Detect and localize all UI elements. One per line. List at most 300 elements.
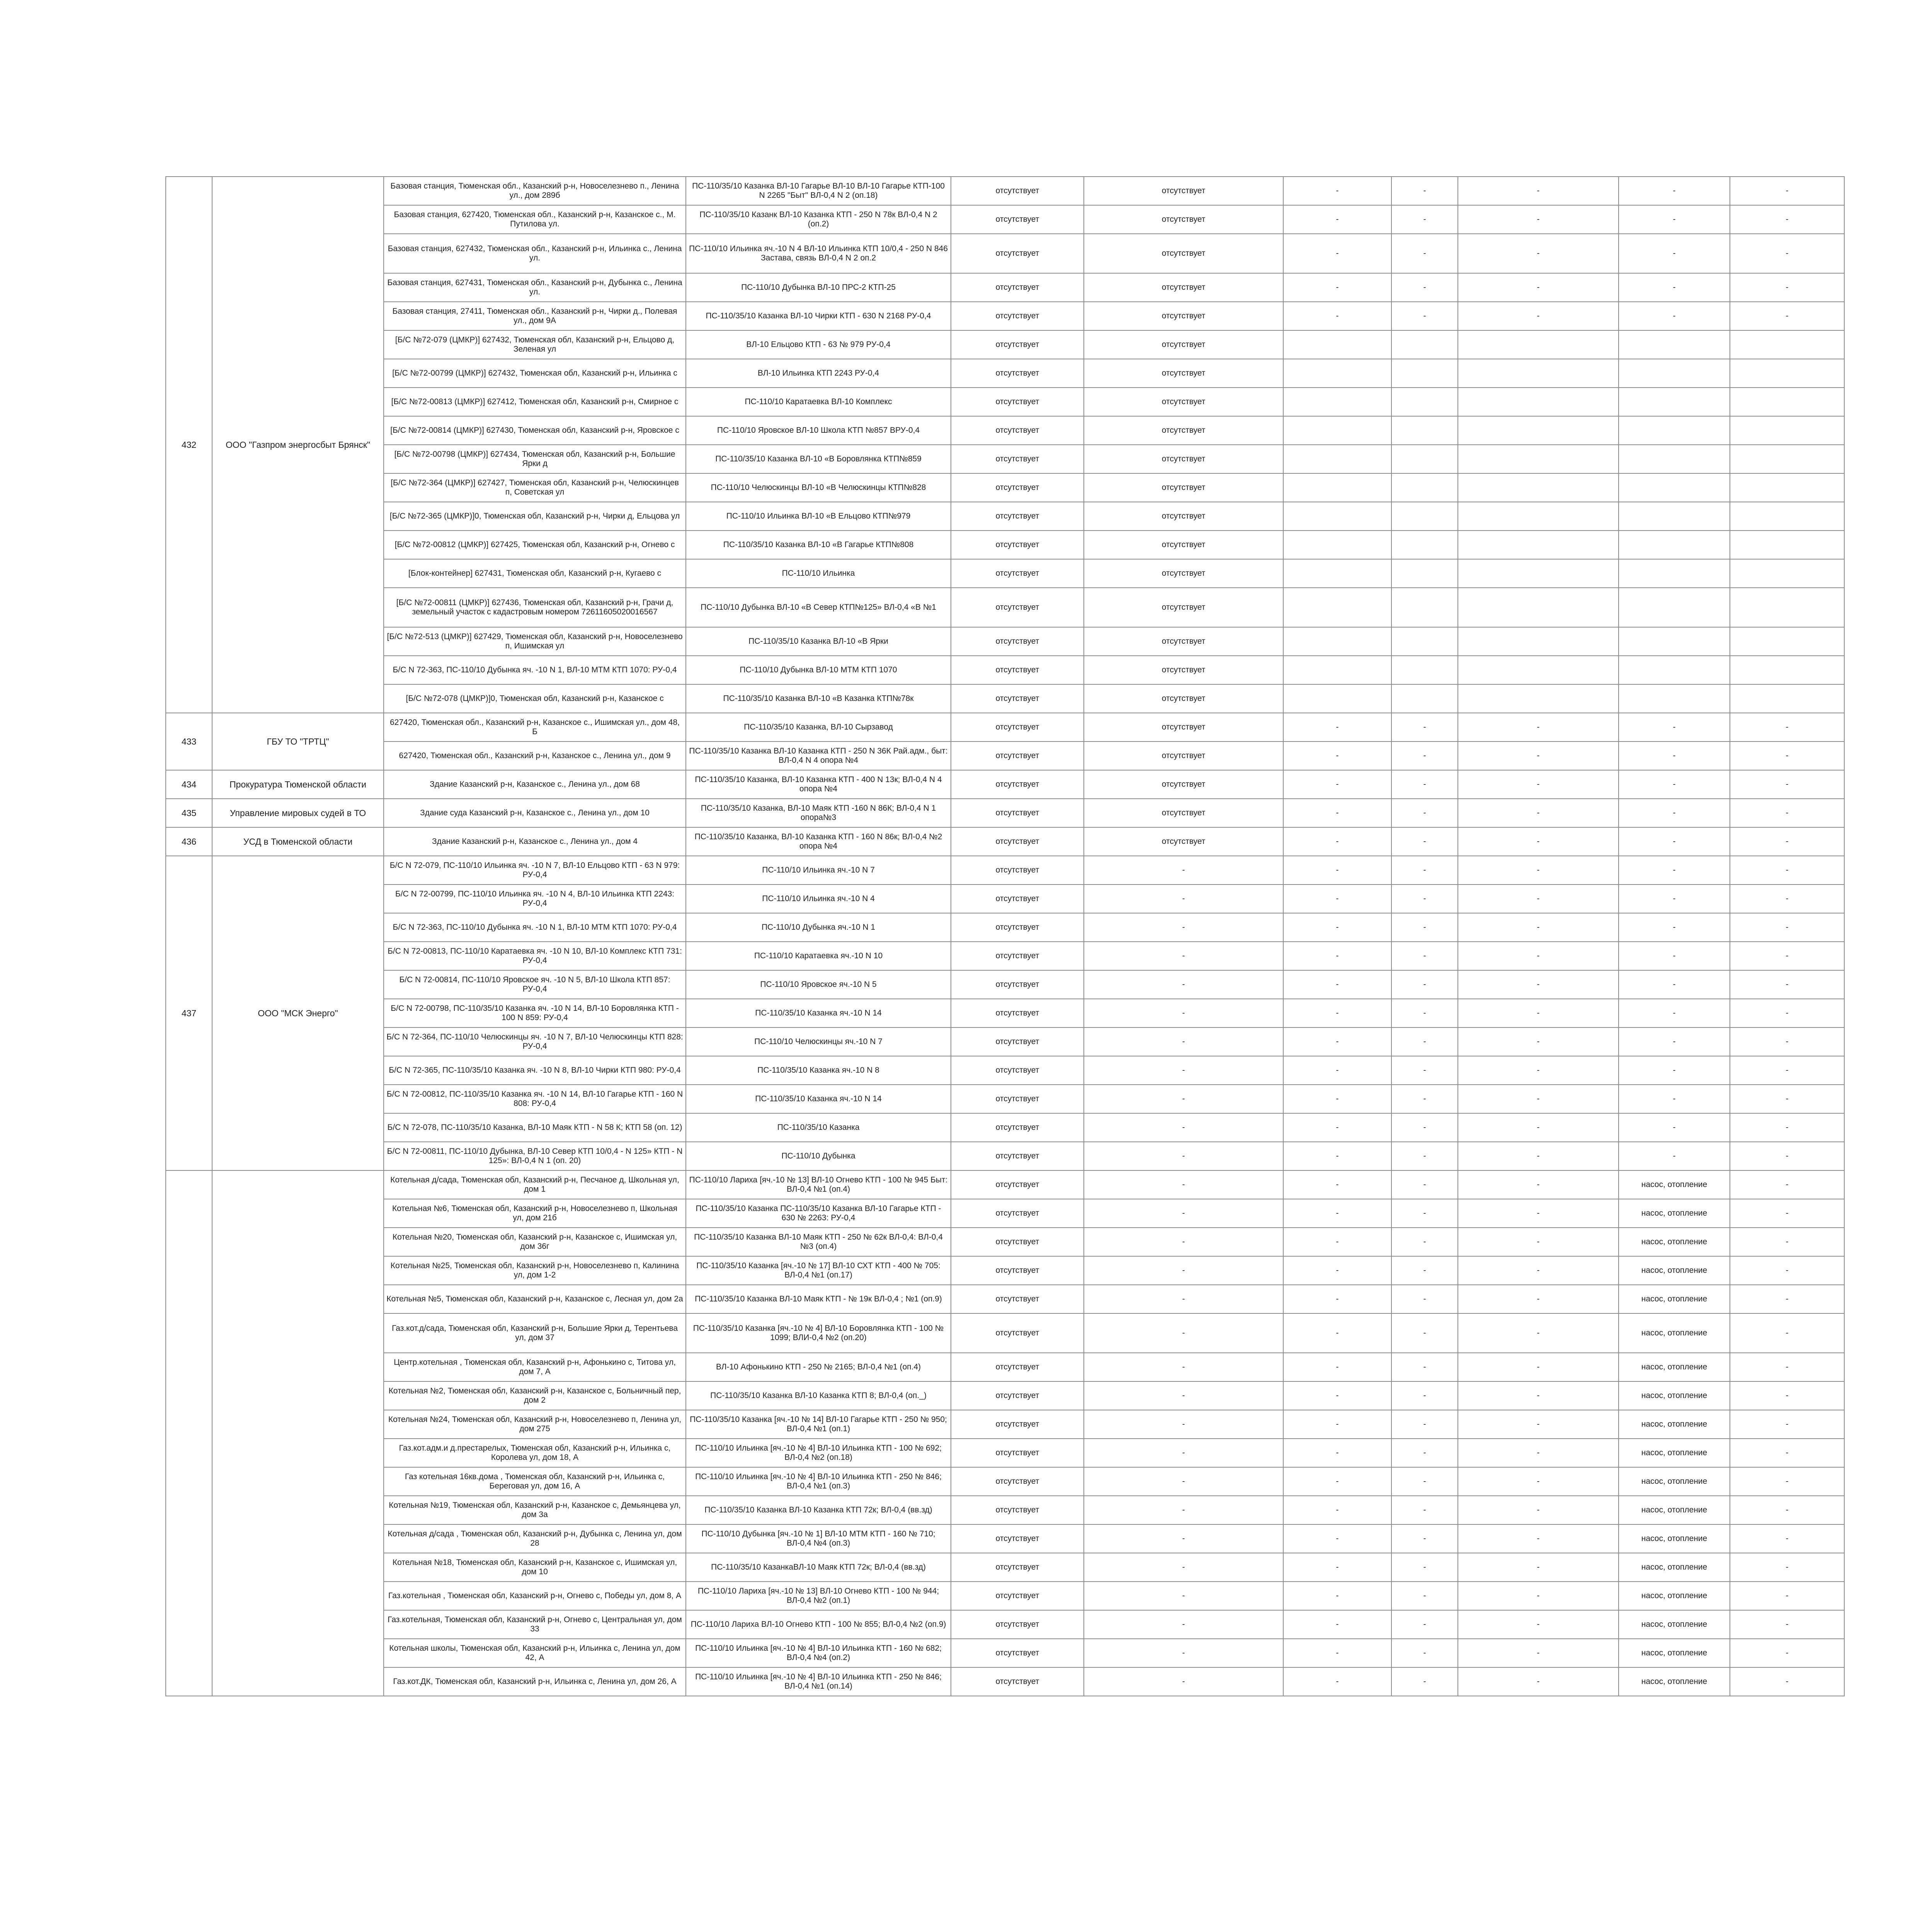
group-number: 435 [166, 799, 212, 827]
status-cell-1: отсутствует [951, 205, 1084, 234]
value-cell-4: насос, отопление [1619, 1582, 1730, 1610]
table-row [166, 302, 1844, 330]
status-cell-1: отсутствует [951, 1256, 1084, 1285]
table-row [166, 942, 1844, 970]
value-cell-2: - [1391, 713, 1458, 742]
value-cell-2: - [1391, 302, 1458, 330]
value-cell-5 [1730, 502, 1844, 531]
feeder-cell: ПС-110/10 Каратаевка ВЛ-10 Комплекс [686, 388, 951, 416]
status-cell-2: отсутствует [1084, 770, 1283, 799]
table-row [166, 627, 1844, 656]
value-cell-2 [1391, 684, 1458, 713]
value-cell-1 [1283, 588, 1391, 627]
status-cell-2: - [1084, 1199, 1283, 1228]
table-row [166, 1256, 1844, 1285]
status-cell-2: - [1084, 913, 1283, 942]
value-cell-5: - [1730, 770, 1844, 799]
value-cell-3: - [1458, 942, 1619, 970]
value-cell-5: - [1730, 1524, 1844, 1553]
value-cell-3: - [1458, 1553, 1619, 1582]
value-cell-3: - [1458, 177, 1619, 205]
value-cell-2: - [1391, 1027, 1458, 1056]
table-row [166, 559, 1844, 588]
feeder-cell: ПС-110/35/10 Казанка [яч.-10 № 14] ВЛ-10 Гагарье КТП - 250 № 950; ВЛ-0,4 №1 (оп.1) [686, 1410, 951, 1439]
status-cell-1: отсутствует [951, 1113, 1084, 1142]
status-cell-2: отсутствует [1084, 588, 1283, 627]
status-cell-2: - [1084, 1170, 1283, 1199]
value-cell-4 [1619, 531, 1730, 559]
value-cell-3: - [1458, 1113, 1619, 1142]
value-cell-1: - [1283, 1381, 1391, 1410]
value-cell-3 [1458, 388, 1619, 416]
value-cell-1: - [1283, 1524, 1391, 1553]
table-row [166, 799, 1844, 827]
feeder-cell: ПС-110/35/10 Казанка яч.-10 N 14 [686, 1085, 951, 1113]
status-cell-1: отсутствует [951, 1085, 1084, 1113]
value-cell-2 [1391, 627, 1458, 656]
status-cell-2: - [1084, 970, 1283, 999]
value-cell-1: - [1283, 942, 1391, 970]
value-cell-5: - [1730, 1256, 1844, 1285]
value-cell-3 [1458, 473, 1619, 502]
value-cell-2: - [1391, 1524, 1458, 1553]
organization-name: Управление мировых судей в ТО [212, 799, 384, 827]
value-cell-5: - [1730, 856, 1844, 885]
value-cell-2: - [1391, 1113, 1458, 1142]
feeder-cell: ПС-110/10 Лариха [яч.-10 № 13] ВЛ-10 Огнево КТП - 100 № 944; ВЛ-0,4 №2 (оп.1) [686, 1582, 951, 1610]
table-row [166, 1228, 1844, 1256]
value-cell-1: - [1283, 913, 1391, 942]
value-cell-1 [1283, 445, 1391, 473]
table-row [166, 1524, 1844, 1553]
value-cell-2: - [1391, 1410, 1458, 1439]
table-row [166, 656, 1844, 684]
value-cell-1: - [1283, 799, 1391, 827]
value-cell-3: - [1458, 999, 1619, 1027]
value-cell-2 [1391, 531, 1458, 559]
value-cell-4: насос, отопление [1619, 1610, 1730, 1639]
value-cell-2: - [1391, 1199, 1458, 1228]
feeder-cell: ПС-110/35/10 Казанка [яч.-10 № 17] ВЛ-10 СХТ КТП - 400 № 705: ВЛ-0,4 №1 (оп.17) [686, 1256, 951, 1285]
consumer-table [165, 176, 1845, 1696]
value-cell-4: - [1619, 999, 1730, 1027]
table-row [166, 742, 1844, 770]
feeder-cell: ПС-110/10 Ильинка яч.-10 N 4 [686, 885, 951, 913]
status-cell-2: - [1084, 1496, 1283, 1524]
address-cell: Котельная №5, Тюменская обл, Казанский р-н, Казанское с, Лесная ул, дом 2а [384, 1285, 686, 1313]
value-cell-4: насос, отопление [1619, 1353, 1730, 1381]
feeder-cell: ПС-110/10 Ильинка [яч.-10 № 4] ВЛ-10 Ильинка КТП - 100 № 692; ВЛ-0,4 №2 (оп.18) [686, 1439, 951, 1467]
value-cell-2 [1391, 330, 1458, 359]
value-cell-1: - [1283, 856, 1391, 885]
address-cell: Базовая станция, 27411, Тюменская обл., Казанский р-н, Чирки д., Полевая ул., дом 9А [384, 302, 686, 330]
value-cell-1: - [1283, 1085, 1391, 1113]
table-row [166, 1496, 1844, 1524]
feeder-cell: ПС-110/10 Ильинка [яч.-10 № 4] ВЛ-10 Ильинка КТП - 250 № 846; ВЛ-0,4 №1 (оп.14) [686, 1667, 951, 1696]
value-cell-3 [1458, 531, 1619, 559]
feeder-cell: ПС-110/10 Дубынка [686, 1142, 951, 1170]
value-cell-1 [1283, 330, 1391, 359]
status-cell-1: отсутствует [951, 1027, 1084, 1056]
table-row [166, 1199, 1844, 1228]
address-cell: Б/С N 72-00812, ПС-110/35/10 Казанка яч. -10 N 14, ВЛ-10 Гагарье КТП - 160 N 808: РУ-0,4 [384, 1085, 686, 1113]
feeder-cell: ПС-110/10 Ильинка ВЛ-10 «В Ельцово КТП№979 [686, 502, 951, 531]
address-cell: Здание Казанский р-н, Казанское с., Ленина ул., дом 4 [384, 827, 686, 856]
value-cell-4: - [1619, 742, 1730, 770]
status-cell-2: - [1084, 1313, 1283, 1353]
value-cell-5 [1730, 627, 1844, 656]
address-cell: Здание Казанский р-н, Казанское с., Ленина ул., дом 68 [384, 770, 686, 799]
value-cell-2: - [1391, 177, 1458, 205]
value-cell-2: - [1391, 1610, 1458, 1639]
value-cell-3: - [1458, 1410, 1619, 1439]
feeder-cell: ПС-110/10 Яровское яч.-10 N 5 [686, 970, 951, 999]
group-number: 437 [166, 856, 212, 1170]
value-cell-2: - [1391, 1639, 1458, 1667]
value-cell-4: насос, отопление [1619, 1467, 1730, 1496]
status-cell-2: отсутствует [1084, 742, 1283, 770]
status-cell-2: отсутствует [1084, 359, 1283, 388]
feeder-cell: ПС-110/35/10 Казанка ВЛ-10 «В Боровлянка КТП№859 [686, 445, 951, 473]
address-cell: Котельная д/сада, Тюменская обл, Казанский р-н, Песчаное д, Школьная ул, дом 1 [384, 1170, 686, 1199]
value-cell-3: - [1458, 1467, 1619, 1496]
value-cell-1: - [1283, 205, 1391, 234]
value-cell-1: - [1283, 1410, 1391, 1439]
value-cell-3: - [1458, 1524, 1619, 1553]
value-cell-1: - [1283, 1610, 1391, 1639]
status-cell-2: отсутствует [1084, 416, 1283, 445]
value-cell-3 [1458, 330, 1619, 359]
address-cell: Б/С N 72-00798, ПС-110/35/10 Казанка яч. -10 N 14, ВЛ-10 Боровлянка КТП - 100 N 859: РУ-0,4 [384, 999, 686, 1027]
value-cell-4: насос, отопление [1619, 1381, 1730, 1410]
status-cell-1: отсутствует [951, 445, 1084, 473]
address-cell: [Б/С №72-364 (ЦМКР)] 627427, Тюменская обл, Казанский р-н, Челюскинцев п, Советская ул [384, 473, 686, 502]
value-cell-1: - [1283, 1199, 1391, 1228]
address-cell: Газ.кот.адм.и д.престарелых, Тюменская обл, Казанский р-н, Ильинка с, Королева ул, дом 18, А [384, 1439, 686, 1467]
value-cell-3: - [1458, 827, 1619, 856]
table-row [166, 1667, 1844, 1696]
feeder-cell: ПС-110/10 Дубынка [яч.-10 № 1] ВЛ-10 МТМ КТП - 160 № 710; ВЛ-0,4 №4 (оп.3) [686, 1524, 951, 1553]
table-row [166, 770, 1844, 799]
value-cell-2 [1391, 445, 1458, 473]
value-cell-5 [1730, 359, 1844, 388]
feeder-cell: ВЛ-10 Ельцово КТП - 63 № 979 РУ-0,4 [686, 330, 951, 359]
table-row [166, 234, 1844, 273]
value-cell-3: - [1458, 1381, 1619, 1410]
value-cell-2: - [1391, 770, 1458, 799]
table-row [166, 1439, 1844, 1467]
value-cell-5: - [1730, 1199, 1844, 1228]
table-row [166, 713, 1844, 742]
value-cell-4: насос, отопление [1619, 1496, 1730, 1524]
status-cell-1: отсутствует [951, 1553, 1084, 1582]
table-row [166, 1170, 1844, 1199]
value-cell-1: - [1283, 1467, 1391, 1496]
value-cell-5 [1730, 445, 1844, 473]
value-cell-3: - [1458, 1085, 1619, 1113]
address-cell: [Б/С №72-00813 (ЦМКР)] 627412, Тюменская обл, Казанский р-н, Смирное с [384, 388, 686, 416]
table-row [166, 827, 1844, 856]
feeder-cell: ПС-110/10 Каратаевка яч.-10 N 10 [686, 942, 951, 970]
address-cell: 627420, Тюменская обл., Казанский р-н, Казанское с., Ленина ул., дом 9 [384, 742, 686, 770]
value-cell-5: - [1730, 1313, 1844, 1353]
value-cell-3: - [1458, 770, 1619, 799]
address-cell: [Б/С №72-365 (ЦМКР)]0, Тюменская обл, Казанский р-н, Чирки д, Ельцова ул [384, 502, 686, 531]
value-cell-1 [1283, 416, 1391, 445]
feeder-cell: ПС-110/10 Дубынка яч.-10 N 1 [686, 913, 951, 942]
status-cell-1: отсутствует [951, 713, 1084, 742]
status-cell-1: отсутствует [951, 302, 1084, 330]
value-cell-3: - [1458, 1027, 1619, 1056]
table-row [166, 531, 1844, 559]
group-number [166, 1170, 212, 1696]
status-cell-1: отсутствует [951, 1524, 1084, 1553]
value-cell-2: - [1391, 1582, 1458, 1610]
value-cell-4 [1619, 588, 1730, 627]
value-cell-5: - [1730, 273, 1844, 302]
table-row [166, 684, 1844, 713]
value-cell-4: - [1619, 827, 1730, 856]
feeder-cell: ПС-110/10 Челюскинцы яч.-10 N 7 [686, 1027, 951, 1056]
status-cell-1: отсутствует [951, 885, 1084, 913]
value-cell-3: - [1458, 234, 1619, 273]
value-cell-4 [1619, 473, 1730, 502]
value-cell-4: - [1619, 234, 1730, 273]
value-cell-2: - [1391, 827, 1458, 856]
status-cell-2: - [1084, 942, 1283, 970]
status-cell-2: отсутствует [1084, 559, 1283, 588]
table-row [166, 330, 1844, 359]
value-cell-3 [1458, 559, 1619, 588]
value-cell-1: - [1283, 742, 1391, 770]
value-cell-3 [1458, 416, 1619, 445]
feeder-cell: ПС-110/35/10 Казанка ВЛ-10 Казанка КТП 8; ВЛ-0,4 (оп._) [686, 1381, 951, 1410]
feeder-cell: ПС-110/35/10 Казанка, ВЛ-10 Казанка КТП - 160 N 86к; ВЛ-0,4 №2 опора №4 [686, 827, 951, 856]
table-row [166, 1056, 1844, 1085]
status-cell-2: отсутствует [1084, 177, 1283, 205]
table-row [166, 445, 1844, 473]
status-cell-1: отсутствует [951, 970, 1084, 999]
value-cell-3: - [1458, 970, 1619, 999]
value-cell-5: - [1730, 799, 1844, 827]
address-cell: Котельная д/сада , Тюменская обл, Казанский р-н, Дубынка с, Ленина ул, дом 28 [384, 1524, 686, 1553]
feeder-cell: ПС-110/10 Дубынка ВЛ-10 ПРС-2 КТП-25 [686, 273, 951, 302]
value-cell-5: - [1730, 302, 1844, 330]
value-cell-1: - [1283, 1027, 1391, 1056]
value-cell-1: - [1283, 234, 1391, 273]
value-cell-1: - [1283, 1256, 1391, 1285]
status-cell-2: - [1084, 1667, 1283, 1696]
value-cell-3: - [1458, 205, 1619, 234]
status-cell-1: отсутствует [951, 273, 1084, 302]
value-cell-4 [1619, 559, 1730, 588]
organization-name: ООО "МСК Энерго" [212, 856, 384, 1170]
feeder-cell: ПС-110/35/10 Казанка ВЛ-10 «В Казанка КТП№78к [686, 684, 951, 713]
status-cell-2: - [1084, 1639, 1283, 1667]
value-cell-1: - [1283, 770, 1391, 799]
value-cell-4: - [1619, 205, 1730, 234]
table-row [166, 359, 1844, 388]
value-cell-5: - [1730, 1085, 1844, 1113]
value-cell-4 [1619, 388, 1730, 416]
feeder-cell: ПС-110/35/10 Казанка ВЛ-10 «В Гагарье КТП№808 [686, 531, 951, 559]
status-cell-1: отсутствует [951, 416, 1084, 445]
value-cell-1 [1283, 684, 1391, 713]
address-cell: Газ.котельная, Тюменская обл, Казанский р-н, Огнево с, Центральная ул, дом 33 [384, 1610, 686, 1639]
feeder-cell: ПС-110/35/10 Казанка ВЛ-10 Чирки КТП - 630 N 2168 РУ-0,4 [686, 302, 951, 330]
value-cell-4 [1619, 416, 1730, 445]
feeder-cell: ВЛ-10 Афонькино КТП - 250 № 2165; ВЛ-0,4 №1 (оп.4) [686, 1353, 951, 1381]
feeder-cell: ПС-110/10 Ильинка [686, 559, 951, 588]
value-cell-4: - [1619, 302, 1730, 330]
feeder-cell: ПС-110/10 Ильинка яч.-10 N 7 [686, 856, 951, 885]
table-row [166, 1639, 1844, 1667]
value-cell-2 [1391, 559, 1458, 588]
value-cell-2: - [1391, 1056, 1458, 1085]
value-cell-1: - [1283, 713, 1391, 742]
status-cell-1: отсутствует [951, 770, 1084, 799]
value-cell-5: - [1730, 999, 1844, 1027]
status-cell-2: отсутствует [1084, 473, 1283, 502]
value-cell-4: насос, отопление [1619, 1667, 1730, 1696]
status-cell-1: отсутствует [951, 1667, 1084, 1696]
address-cell: Котельная №18, Тюменская обл, Казанский р-н, Казанское с, Ишимская ул, дом 10 [384, 1553, 686, 1582]
value-cell-4 [1619, 684, 1730, 713]
value-cell-3 [1458, 684, 1619, 713]
status-cell-1: отсутствует [951, 742, 1084, 770]
value-cell-3: - [1458, 713, 1619, 742]
value-cell-5: - [1730, 1410, 1844, 1439]
value-cell-4: - [1619, 1113, 1730, 1142]
value-cell-2: - [1391, 799, 1458, 827]
status-cell-1: отсутствует [951, 502, 1084, 531]
value-cell-1: - [1283, 1582, 1391, 1610]
status-cell-1: отсутствует [951, 827, 1084, 856]
value-cell-5: - [1730, 713, 1844, 742]
value-cell-5: - [1730, 177, 1844, 205]
value-cell-5: - [1730, 1610, 1844, 1639]
value-cell-2: - [1391, 1496, 1458, 1524]
address-cell: Б/С N 72-00814, ПС-110/10 Яровское яч. -10 N 5, ВЛ-10 Школа КТП 857: РУ-0,4 [384, 970, 686, 999]
status-cell-1: отсутствует [951, 1353, 1084, 1381]
table-row [166, 1353, 1844, 1381]
status-cell-2: отсутствует [1084, 234, 1283, 273]
address-cell: Котельная №6, Тюменская обл, Казанский р-н, Новоселезнево п, Школьная ул, дом 21б [384, 1199, 686, 1228]
value-cell-2 [1391, 473, 1458, 502]
value-cell-4: насос, отопление [1619, 1256, 1730, 1285]
feeder-cell: ПС-110/35/10 Казанка, ВЛ-10 Казанка КТП - 400 N 13к; ВЛ-0,4 N 4 опора №4 [686, 770, 951, 799]
value-cell-1: - [1283, 885, 1391, 913]
value-cell-1 [1283, 502, 1391, 531]
status-cell-1: отсутствует [951, 627, 1084, 656]
address-cell: Котельная №24, Тюменская обл, Казанский р-н, Новоселезнево п, Ленина ул, дом 275 [384, 1410, 686, 1439]
address-cell: [Б/С №72-00811 (ЦМКР)] 627436, Тюменская обл, Казанский р-н, Грачи д, земельный участок с кадастровым номером 72611605020016567 [384, 588, 686, 627]
address-cell: Газ.кот.ДК, Тюменская обл, Казанский р-н, Ильинка с, Ленина ул, дом 26, А [384, 1667, 686, 1696]
organization-name: ГБУ ТО "ТРТЦ" [212, 713, 384, 770]
address-cell: Б/С N 72-00799, ПС-110/10 Ильинка яч. -10 N 4, ВЛ-10 Ильинка КТП 2243: РУ-0,4 [384, 885, 686, 913]
status-cell-2: - [1084, 1582, 1283, 1610]
address-cell: Б/С N 72-365, ПС-110/35/10 Казанка яч. -10 N 8, ВЛ-10 Чирки КТП 980: РУ-0,4 [384, 1056, 686, 1085]
status-cell-1: отсутствует [951, 1582, 1084, 1610]
value-cell-5 [1730, 416, 1844, 445]
table-row [166, 885, 1844, 913]
value-cell-1: - [1283, 970, 1391, 999]
address-cell: Газ.кот.д/сада, Тюменская обл, Казанский р-н, Большие Ярки д, Терентьева ул, дом 37 [384, 1313, 686, 1353]
status-cell-2: отсутствует [1084, 388, 1283, 416]
value-cell-2: - [1391, 913, 1458, 942]
value-cell-2: - [1391, 1285, 1458, 1313]
address-cell: [Б/С №72-00812 (ЦМКР)] 627425, Тюменская обл, Казанский р-н, Огнево с [384, 531, 686, 559]
value-cell-4: - [1619, 273, 1730, 302]
value-cell-2: - [1391, 1313, 1458, 1353]
address-cell: Б/С N 72-363, ПС-110/10 Дубынка яч. -10 N 1, ВЛ-10 МТМ КТП 1070: РУ-0,4 [384, 913, 686, 942]
feeder-cell: ПС-110/10 Ильинка [яч.-10 № 4] ВЛ-10 Ильинка КТП - 160 № 682; ВЛ-0,4 №4 (оп.2) [686, 1639, 951, 1667]
status-cell-2: отсутствует [1084, 627, 1283, 656]
value-cell-1: - [1283, 1285, 1391, 1313]
value-cell-1: - [1283, 1667, 1391, 1696]
value-cell-4: - [1619, 942, 1730, 970]
address-cell: Базовая станция, 627432, Тюменская обл., Казанский р-н, Ильинка с., Ленина ул. [384, 234, 686, 273]
value-cell-3: - [1458, 913, 1619, 942]
status-cell-2: - [1084, 1381, 1283, 1410]
value-cell-1: - [1283, 1142, 1391, 1170]
value-cell-5: - [1730, 885, 1844, 913]
address-cell: Б/С N 72-00811, ПС-110/10 Дубынка, ВЛ-10 Север КТП 10/0,4 - N 125» КТП - N 125»: ВЛ-0,4 N 1 (оп. 20) [384, 1142, 686, 1170]
status-cell-2: отсутствует [1084, 273, 1283, 302]
value-cell-4: - [1619, 1027, 1730, 1056]
status-cell-1: отсутствует [951, 359, 1084, 388]
value-cell-2: - [1391, 970, 1458, 999]
value-cell-1: - [1283, 1496, 1391, 1524]
status-cell-2: - [1084, 1524, 1283, 1553]
value-cell-3: - [1458, 885, 1619, 913]
table-row [166, 1381, 1844, 1410]
status-cell-1: отсутствует [951, 177, 1084, 205]
value-cell-4: насос, отопление [1619, 1410, 1730, 1439]
address-cell: Базовая станция, 627431, Тюменская обл., Казанский р-н, Дубынка с., Ленина ул. [384, 273, 686, 302]
status-cell-2: отсутствует [1084, 713, 1283, 742]
value-cell-5: - [1730, 1667, 1844, 1696]
value-cell-3 [1458, 656, 1619, 684]
feeder-cell: ПС-110/35/10 Казанка ВЛ-10 Казанка КТП 72к; ВЛ-0,4 (вв.зд) [686, 1496, 951, 1524]
value-cell-3 [1458, 627, 1619, 656]
feeder-cell: ПС-110/35/10 Казанка [686, 1113, 951, 1142]
table-row [166, 970, 1844, 999]
value-cell-3 [1458, 502, 1619, 531]
value-cell-4 [1619, 502, 1730, 531]
status-cell-2: - [1084, 1256, 1283, 1285]
table-row [166, 913, 1844, 942]
table-row [166, 1285, 1844, 1313]
value-cell-1: - [1283, 827, 1391, 856]
status-cell-1: отсутствует [951, 799, 1084, 827]
value-cell-2 [1391, 502, 1458, 531]
value-cell-4: - [1619, 799, 1730, 827]
status-cell-2: отсутствует [1084, 205, 1283, 234]
value-cell-4: - [1619, 713, 1730, 742]
status-cell-2: отсутствует [1084, 330, 1283, 359]
table-row [166, 273, 1844, 302]
address-cell: Б/С N 72-079, ПС-110/10 Ильинка яч. -10 N 7, ВЛ-10 Ельцово КТП - 63 N 979: РУ-0,4 [384, 856, 686, 885]
status-cell-1: отсутствует [951, 1381, 1084, 1410]
value-cell-1 [1283, 359, 1391, 388]
value-cell-5 [1730, 388, 1844, 416]
value-cell-3: - [1458, 1353, 1619, 1381]
value-cell-3: - [1458, 1610, 1619, 1639]
value-cell-3: - [1458, 799, 1619, 827]
address-cell: Котельная №19, Тюменская обл, Казанский р-н, Казанское с, Демьянцева ул, дом 3а [384, 1496, 686, 1524]
value-cell-2 [1391, 359, 1458, 388]
